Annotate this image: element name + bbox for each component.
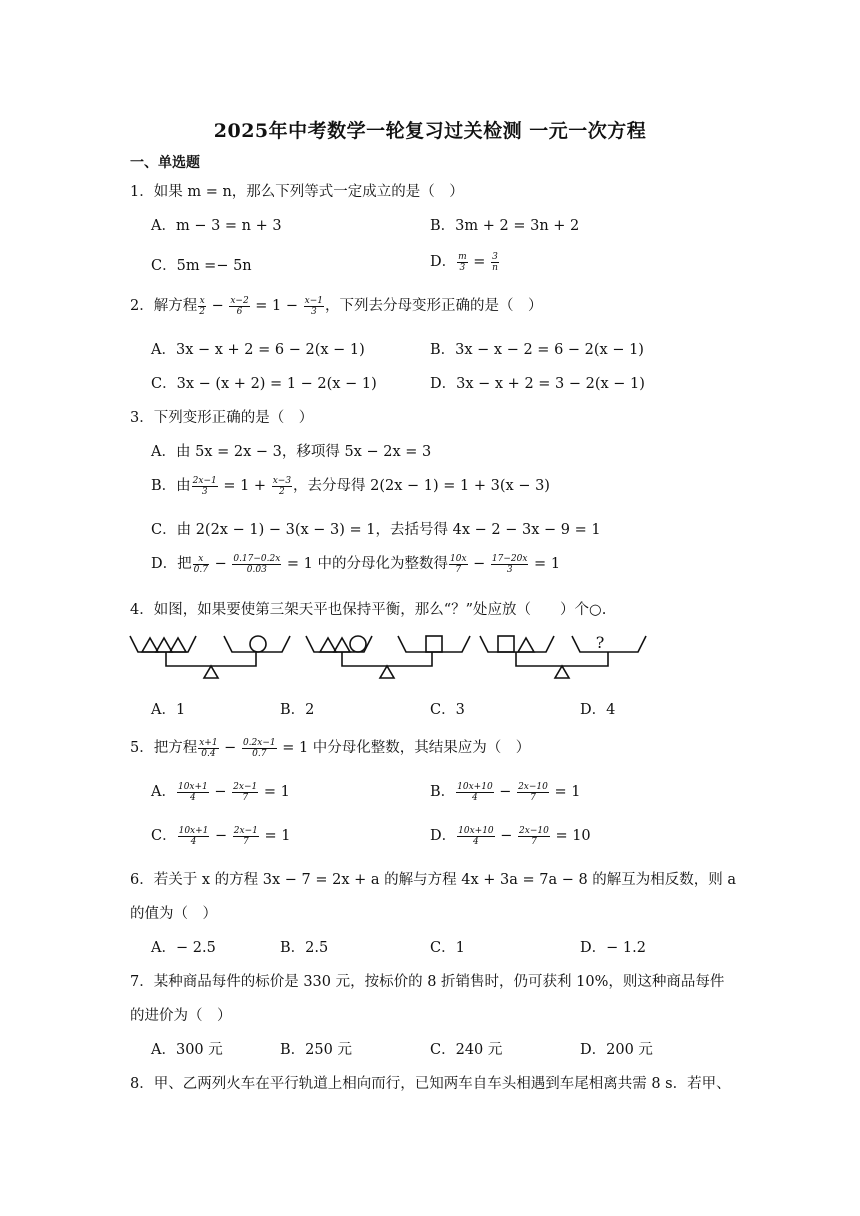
page-title: 2025年中考数学一轮复习过关检测 一元一次方程 [213,120,647,142]
question-2-option-c[interactable]: C．3x − (x + 2) = 1 − 2(x − 1) [151,376,377,392]
fraction: $\frac{10x}{7}$ [450,553,467,575]
question-6-stem-line2: 的值为（ ） [130,906,217,922]
question-5-option-c[interactable]: C． $\frac{10x+1}{4}$ − $\frac{2x-1}{7}$ = 1 [151,825,291,847]
question-7-option-d[interactable]: D．200 元 [580,1042,653,1058]
question-3-stem: 3．下列变形正确的是（ ） [130,410,314,426]
question-5-option-b[interactable]: B． $\frac{10x+10}{4}$ − $\frac{2x-10}{7}$ = 1 [430,781,581,803]
fraction: $\frac{x-1}{3}$ [304,295,323,317]
question-1-stem: 1．如果 m = n，那么下列等式一定成立的是（ ） [130,184,464,200]
balance-scales-figure [128,630,648,686]
question-6-option-b[interactable]: B．2.5 [280,940,329,956]
fraction: $\frac{2x-1}{7}$ [233,825,258,847]
question-7-stem-line2: 的进价为（ ） [130,1008,232,1024]
fraction: $\frac{0.2x-1}{0.7}$ [242,737,276,759]
balance-scale-2 [306,636,470,678]
fraction: $\frac{3}{n}$ [492,251,498,273]
fraction: $\frac{x-3}{2}$ [272,475,292,497]
question-6-option-c[interactable]: C．1 [430,940,465,956]
fraction: $\frac{x-2}{6}$ [230,295,249,317]
question-6-option-d[interactable]: D．− 1.2 [580,940,646,956]
fraction: $\frac{17-20x}{3}$ [491,553,528,575]
option-prefix: D． [430,254,457,270]
question-2-option-b[interactable]: B．3x − x − 2 = 6 − 2(x − 1) [430,342,644,358]
fraction: $\frac{x}{2}$ [199,295,205,317]
question-4-stem: 4．如图，如果要使第三架天平也保持平衡，那么“？”处应放（ ）个○. [130,602,607,618]
question-2-option-a[interactable]: A．3x − x + 2 = 6 − 2(x − 1) [151,342,365,358]
fraction: $\frac{10x+1}{4}$ [177,781,208,803]
fraction: $\frac{2x-10}{7}$ [518,781,548,803]
question-1-option-a[interactable]: A．m − 3 = n + 3 [151,218,282,234]
fraction: $\frac{10x+1}{4}$ [178,825,209,847]
question-6-stem-line1: 6．若关于 x 的方程 3x − 7 = 2x + a 的解与方程 4x + 3a = 7a − 8 的解互为相反数，则 a [130,872,737,888]
section-heading: 一、单选题 [130,155,200,171]
question-8-stem-line1: 8．甲、乙两列火车在平行轨道上相向而行，已知两车自车头相遇到车尾相离共需 8 s．若甲、 [130,1076,731,1092]
fraction: $\frac{x+1}{0.4}$ [199,737,218,759]
question-6-option-a[interactable]: A．− 2.5 [151,940,216,956]
fraction: $\frac{2x-1}{3}$ [192,475,217,497]
question-4-option-b[interactable]: B．2 [280,702,315,718]
question-3-option-a[interactable]: A．由 5x = 2x − 3，移项得 5x − 2x = 3 [151,444,432,460]
question-3-option-b[interactable]: B．由 $\frac{2x-1}{3}$ = 1 + $\frac{x-3}{2}$ ，去分母得 2(2x − 1) = 1 + 3(x − 3) [151,475,550,497]
question-4-option-c[interactable]: C．3 [430,702,465,718]
fraction: $\frac{2x-1}{7}$ [233,781,258,803]
question-1-option-d[interactable]: D． $\frac{m}{3}$ = $\frac{3}{n}$ [430,251,498,273]
question-2-stem: 2．解方程 $\frac{x}{2}$ − $\frac{x-2}{6}$ = 1 − $\frac{x-1}{3}$ ，下列去分母变形正确的是（ ） [130,295,543,317]
question-1-option-c[interactable]: C．5m =− 5n [151,258,252,274]
question-3-option-d[interactable]: D．把 $\frac{x}{0.7}$ − $\frac{0.17-0.2x}{0.03}$ = 1 中的分母化为整数得 $\frac{10x}{7}$ − $\frac{17-20x}{3}$ = 1 [151,553,561,575]
fraction: $\frac{2x-10}{7}$ [519,825,549,847]
question-5-option-d[interactable]: D． $\frac{10x+10}{4}$ − $\frac{2x-10}{7}$ = 10 [430,825,591,847]
fraction: $\frac{x}{0.7}$ [193,553,208,575]
question-7-option-c[interactable]: C．240 元 [430,1042,503,1058]
question-2-option-d[interactable]: D．3x − x + 2 = 3 − 2(x − 1) [430,376,645,392]
question-mark-label: ? [595,633,605,652]
question-4-option-d[interactable]: D．4 [580,702,616,718]
balance-scale-1 [130,636,290,678]
fraction: $\frac{10x+10}{4}$ [458,825,494,847]
fraction: $\frac{10x+10}{4}$ [457,781,493,803]
fraction: $\frac{m}{3}$ [458,251,467,273]
question-4-option-a[interactable]: A．1 [151,702,186,718]
question-7-stem-line1: 7．某种商品每件的标价是 330 元，按标价的 8 折销售时，仍可获利 10%，则这种商品每件 [130,974,725,990]
question-5-stem: 5．把方程 $\frac{x+1}{0.4}$ − $\frac{0.2x-1}{0.7}$ = 1 中分母化整数，其结果应为（ ） [130,737,531,759]
question-5-option-a[interactable]: A． $\frac{10x+1}{4}$ − $\frac{2x-1}{7}$ = 1 [151,781,290,803]
question-7-option-b[interactable]: B．250 元 [280,1042,352,1058]
question-7-option-a[interactable]: A．300 元 [151,1042,223,1058]
question-3-option-c[interactable]: C．由 2(2x − 1) − 3(x − 3) = 1，去括号得 4x − 2 − 3x − 9 = 1 [151,522,601,538]
question-1-option-b[interactable]: B．3m + 2 = 3n + 2 [430,218,580,234]
fraction: $\frac{0.17-0.2x}{0.03}$ [233,553,281,575]
balance-scale-3 [480,636,646,678]
